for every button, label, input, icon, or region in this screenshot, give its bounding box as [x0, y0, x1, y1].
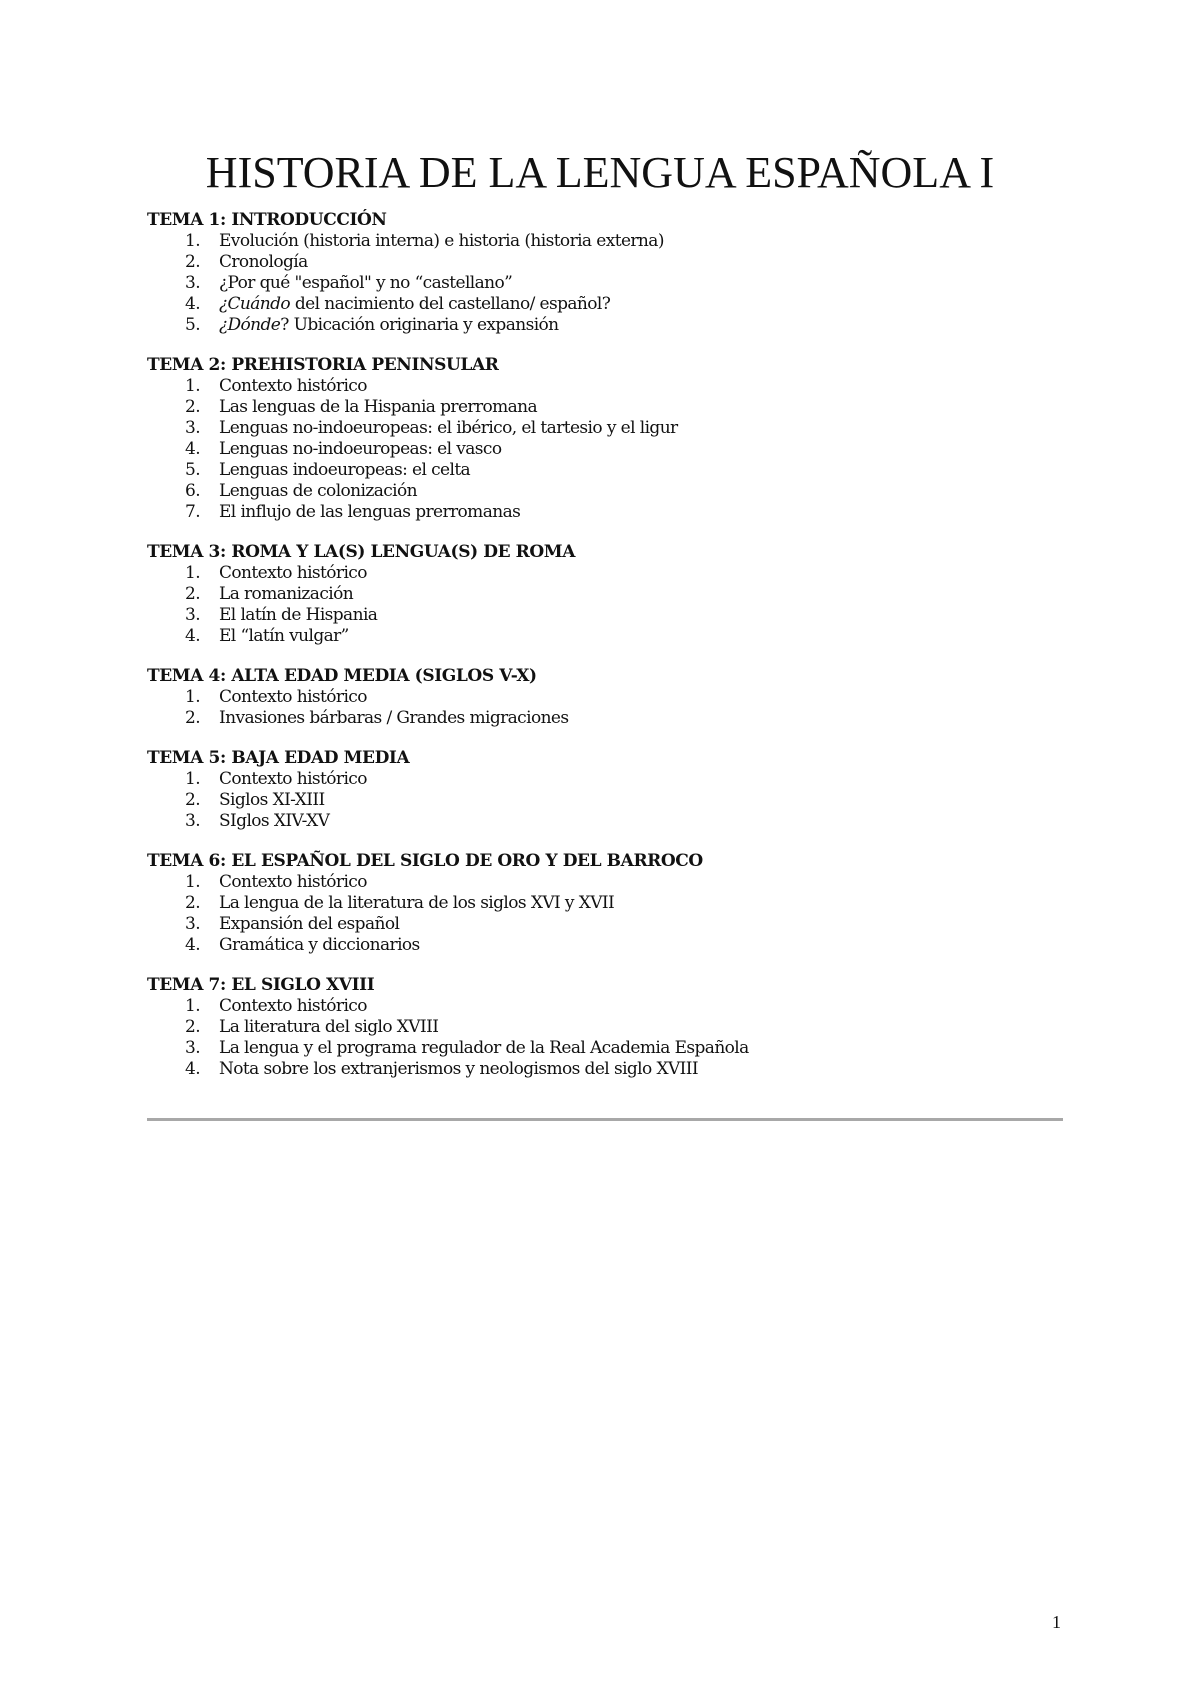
list-item: [147, 605, 1067, 626]
item-number: 5.: [185, 460, 201, 480]
item-number: 4.: [185, 935, 201, 955]
section-heading: TEMA 3: ROMA Y LA(S) LENGUA(S) DE ROMA: [147, 542, 576, 562]
item-number: 1.: [185, 563, 201, 583]
item-text: Contexto histórico: [219, 996, 367, 1016]
item-number: 2.: [185, 584, 201, 604]
list-item: [147, 626, 1067, 647]
list-item: [147, 418, 1067, 439]
item-text: SIglos XIV-XV: [219, 811, 330, 831]
list-item: [147, 790, 1067, 811]
list-item: [147, 1059, 1067, 1080]
item-text: Las lenguas de la Hispania prerromana: [219, 397, 538, 417]
section-item-list: [147, 872, 1067, 956]
list-item: [147, 811, 1067, 832]
list-item: [147, 231, 1067, 252]
list-item: [147, 1017, 1067, 1038]
list-item: [147, 376, 1067, 397]
item-text: Contexto histórico: [219, 687, 367, 707]
item-number: 4.: [185, 439, 201, 459]
list-item: [147, 481, 1067, 502]
item-number: 2.: [185, 708, 201, 728]
section-item-list: [147, 563, 1067, 647]
section-heading: TEMA 7: EL SIGLO XVIII: [147, 975, 375, 995]
item-number: 2.: [185, 397, 201, 417]
item-number: 3.: [185, 418, 201, 438]
item-number: 1.: [185, 376, 201, 396]
item-text: Gramática y diccionarios: [219, 935, 420, 955]
item-number: 3.: [185, 605, 201, 625]
list-item: [147, 872, 1067, 893]
item-text: La lengua de la literatura de los siglos XVI y XVII: [219, 893, 615, 913]
item-text: Expansión del español: [219, 914, 400, 934]
section-item-list: [147, 376, 1067, 523]
item-number: 3.: [185, 273, 201, 293]
list-item: [147, 1038, 1067, 1059]
list-item: [147, 584, 1067, 605]
item-text: Siglos XI-XIII: [219, 790, 325, 810]
item-number: 7.: [185, 502, 201, 522]
item-number: 2.: [185, 790, 201, 810]
item-text: Nota sobre los extranjerismos y neologismos del siglo XVIII: [219, 1059, 698, 1079]
item-text: Lenguas no-indoeuropeas: el vasco: [219, 439, 502, 459]
list-item: [147, 935, 1067, 956]
section-heading: TEMA 2: PREHISTORIA PENINSULAR: [147, 355, 499, 375]
list-item: [147, 315, 1067, 336]
item-text: La literatura del siglo XVIII: [219, 1017, 439, 1037]
section-tema-6: [147, 851, 1067, 956]
item-text: ¿Por qué "español" y no “castellano”: [219, 273, 513, 293]
list-item: [147, 914, 1067, 935]
item-number: 4.: [185, 626, 201, 646]
item-number: 3.: [185, 1038, 201, 1058]
item-number: 4.: [185, 1059, 201, 1079]
section-heading: TEMA 6: EL ESPAÑOL DEL SIGLO DE ORO Y DEL BARROCO: [147, 851, 703, 871]
section-tema-5: [147, 748, 1067, 832]
item-number: 2.: [185, 1017, 201, 1037]
table-of-contents: [147, 210, 1067, 1099]
list-item: [147, 893, 1067, 914]
item-text: Cronología: [219, 252, 308, 272]
item-number: 1.: [185, 996, 201, 1016]
section-heading: TEMA 4: ALTA EDAD MEDIA (SIGLOS V-X): [147, 666, 537, 686]
item-text: del nacimiento del castellano/ español?: [290, 294, 611, 314]
list-item: [147, 687, 1067, 708]
item-number: 6.: [185, 481, 201, 501]
item-number: 3.: [185, 914, 201, 934]
item-number: 3.: [185, 811, 201, 831]
section-item-list: [147, 231, 1067, 336]
item-text: Evolución (historia interna) e historia (historia externa): [219, 231, 664, 251]
section-tema-1: [147, 210, 1067, 336]
item-text: Lenguas no-indoeuropeas: el ibérico, el tartesio y el ligur: [219, 418, 678, 438]
list-item: [147, 502, 1067, 523]
section-tema-3: [147, 542, 1067, 647]
list-item: [147, 273, 1067, 294]
list-item: [147, 708, 1067, 729]
section-tema-4: [147, 666, 1067, 729]
section-item-list: [147, 996, 1067, 1080]
list-item: [147, 769, 1067, 790]
item-number: 4.: [185, 294, 201, 314]
section-item-list: [147, 769, 1067, 832]
section-heading: TEMA 5: BAJA EDAD MEDIA: [147, 748, 410, 768]
item-text: Contexto histórico: [219, 563, 367, 583]
item-text: Contexto histórico: [219, 376, 367, 396]
list-item: [147, 294, 1067, 315]
list-item: [147, 996, 1067, 1017]
section-tema-7: [147, 975, 1067, 1080]
section-tema-2: [147, 355, 1067, 523]
item-italic-text: ¿Cuándo: [219, 294, 291, 314]
item-text: Invasiones bárbaras / Grandes migraciones: [219, 708, 569, 728]
list-item: [147, 460, 1067, 481]
list-item: [147, 563, 1067, 584]
item-text: La lengua y el programa regulador de la Real Academia Española: [219, 1038, 749, 1058]
document-title: HISTORIA DE LA LENGUA ESPAÑOLA I: [205, 148, 995, 197]
page-number: 1: [1052, 1612, 1061, 1632]
horizontal-rule: [147, 1118, 1063, 1121]
item-text: El “latín vulgar”: [219, 626, 349, 646]
item-text: Contexto histórico: [219, 769, 367, 789]
item-text: ? Ubicación originaria y expansión: [280, 315, 559, 335]
item-number: 2.: [185, 893, 201, 913]
list-item: [147, 252, 1067, 273]
item-text: Lenguas indoeuropeas: el celta: [219, 460, 471, 480]
section-heading: TEMA 1: INTRODUCCIÓN: [147, 210, 387, 230]
item-number: 1.: [185, 872, 201, 892]
item-number: 2.: [185, 252, 201, 272]
item-number: 5.: [185, 315, 201, 335]
item-italic-text: ¿Dónde: [219, 315, 281, 335]
item-number: 1.: [185, 769, 201, 789]
item-text: El influjo de las lenguas prerromanas: [219, 502, 521, 522]
item-text: Lenguas de colonización: [219, 481, 417, 501]
list-item: [147, 397, 1067, 418]
item-number: 1.: [185, 231, 201, 251]
item-text: El latín de Hispania: [219, 605, 378, 625]
item-text: Contexto histórico: [219, 872, 367, 892]
item-text: La romanización: [219, 584, 354, 604]
section-item-list: [147, 687, 1067, 729]
item-number: 1.: [185, 687, 201, 707]
list-item: [147, 439, 1067, 460]
